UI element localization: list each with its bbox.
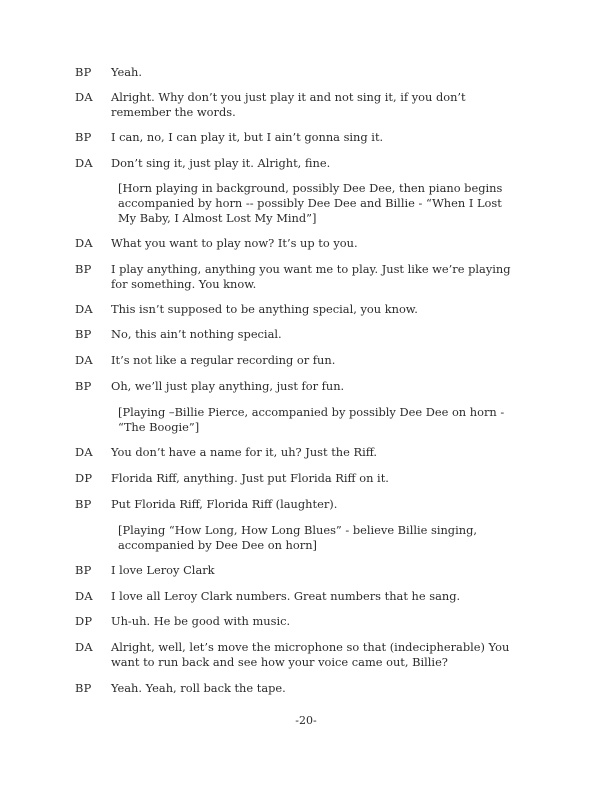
speaker-label: BP bbox=[75, 379, 92, 393]
dialogue-text: Don’t sing it, just play it. Alright, fine. bbox=[111, 156, 331, 170]
speaker-label: DA bbox=[75, 589, 93, 603]
dialogue-text: I can, no, I can play it, but I ain’t gonna sing it. bbox=[111, 130, 384, 144]
stage-note: [Playing “How Long, How Long Blues” - believe Billie singing, accompanied by Dee Dee on horn] bbox=[118, 523, 477, 552]
speaker-label: BP bbox=[75, 65, 92, 79]
dialogue-text: Oh, we’ll just play anything, just for fun. bbox=[111, 379, 345, 393]
dialogue-text: Alright, well, let’s move the microphone so that (indecipherable) You want to run back and see how your voice came out, Billie? bbox=[111, 640, 510, 669]
dialogue-text: What you want to play now? It’s up to you. bbox=[111, 236, 358, 250]
speaker-label: BP bbox=[75, 327, 92, 341]
speaker-label: BP bbox=[75, 681, 92, 695]
dialogue-text: It’s not like a regular recording or fun. bbox=[111, 353, 336, 367]
speaker-label: DA bbox=[75, 236, 93, 250]
dialogue-text: I play anything, anything you want me to play. Just like we’re playing for something. You know. bbox=[111, 262, 511, 291]
speaker-label: DP bbox=[75, 614, 93, 628]
dialogue-text: I love Leroy Clark bbox=[111, 563, 215, 577]
speaker-label: DA bbox=[75, 90, 93, 104]
dialogue-text: I love all Leroy Clark numbers. Great numbers that he sang. bbox=[111, 589, 461, 603]
dialogue-text: You don’t have a name for it, uh? Just the Riff. bbox=[111, 445, 378, 459]
page-number: -20- bbox=[295, 714, 317, 727]
dialogue-text: Yeah. bbox=[111, 65, 143, 79]
speaker-label: BP bbox=[75, 563, 92, 577]
speaker-label: BP bbox=[75, 130, 92, 144]
stage-note: [Horn playing in background, possibly Dee Dee, then piano begins accompanied by horn -- possibly Dee Dee and Billie - “When I Lost My Baby, I Almost Lost My Mind”] bbox=[118, 181, 503, 225]
speaker-label: DA bbox=[75, 445, 93, 459]
speaker-label: DA bbox=[75, 156, 93, 170]
speaker-label: DA bbox=[75, 302, 93, 316]
dialogue-text: This isn’t supposed to be anything special, you know. bbox=[111, 302, 418, 316]
speaker-label: BP bbox=[75, 497, 92, 511]
dialogue-text: Florida Riff, anything. Just put Florida Riff on it. bbox=[111, 471, 389, 485]
speaker-label: DA bbox=[75, 640, 93, 654]
speaker-label: DA bbox=[75, 353, 93, 367]
dialogue-text: Yeah. Yeah, roll back the tape. bbox=[111, 681, 286, 695]
speaker-label: DP bbox=[75, 471, 93, 485]
dialogue-text: Alright. Why don’t you just play it and not sing it, if you don’t remember the words. bbox=[111, 90, 466, 119]
dialogue-text: Uh-uh. He be good with music. bbox=[111, 614, 291, 628]
dialogue-text: No, this ain’t nothing special. bbox=[111, 327, 282, 341]
dialogue-text: Put Florida Riff, Florida Riff (laughter). bbox=[111, 497, 338, 511]
speaker-label: BP bbox=[75, 262, 92, 276]
stage-note: [Playing –Billie Pierce, accompanied by possibly Dee Dee on horn - “The Boogie”] bbox=[118, 405, 505, 434]
